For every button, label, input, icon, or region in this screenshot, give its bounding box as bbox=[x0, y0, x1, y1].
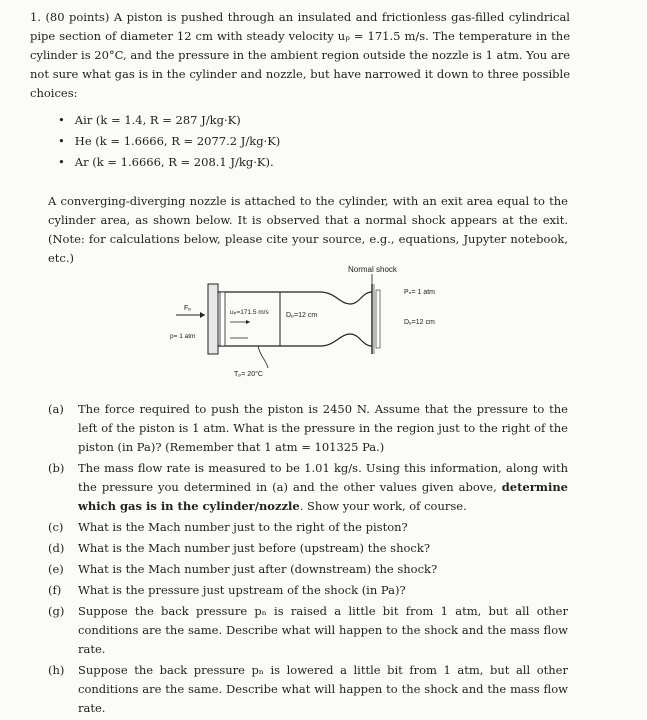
question-f bbox=[48, 581, 568, 600]
back-pressure-label: Pₙ= 1 atm bbox=[404, 289, 435, 296]
question-text: What is the Mach number just after (downstream) the shock? bbox=[78, 562, 438, 576]
piston bbox=[208, 284, 218, 354]
question-e bbox=[48, 560, 568, 579]
question-text: Suppose the back pressure pₙ is raised a little bit from 1 atm, but all other conditions are the same. Describe what will happen to the shock and the mass flow rate. bbox=[78, 604, 568, 656]
question-text: What is the Mach number just to the right of the piston? bbox=[78, 520, 408, 534]
question-label: (b) bbox=[48, 461, 65, 475]
question-text: What is the Mach number just before (upstream) the shock? bbox=[78, 541, 430, 555]
question-label: (f) bbox=[48, 583, 62, 597]
questions-list bbox=[48, 400, 568, 720]
question-text: Suppose the back pressure pₙ is lowered a little bit from 1 atm, but all other conditions are the same. Describe what will happen to the shock and the mass flow rate. bbox=[78, 663, 568, 715]
temperature-label: Tₚ= 20°C bbox=[234, 371, 263, 378]
question-c bbox=[48, 518, 568, 537]
left-pressure-label: p= 1 atm bbox=[170, 333, 196, 340]
question-label: (a) bbox=[48, 402, 64, 416]
question-label: (g) bbox=[48, 604, 65, 618]
question-bold-text: determine which gas is in the cylinder/nozzle bbox=[78, 480, 568, 513]
gas-choices-list bbox=[58, 110, 280, 173]
problem-intro: 1. (80 points) A piston is pushed through an insulated and frictionless gas-filled cylindrical pipe section of diameter 12 cm with steady velocity uₚ = 171.5 m/s. The temperature in the cylinder is 20°C, and the pressure in the ambient region outside the nozzle is 1 atm. You are not sure what gas is in the cylinder and nozzle, but have narrowed it down to three possible choices: bbox=[30, 10, 570, 100]
choice-helium: • He (k = 1.6666, R = 2077.2 J/kg·K) bbox=[58, 131, 280, 152]
question-text: The mass flow rate is measured to be 1.01 kg/s. Using this information, along with the pressure you determined in (a) and the other values given above, determine which gas is in the cylinder/nozzle. Show your work, of course. bbox=[78, 461, 568, 513]
velocity-label: uₚ=171.5 m/s bbox=[230, 309, 269, 316]
exit-diameter-label: Dₑ=12 cm bbox=[404, 319, 435, 326]
normal-shock-label: Normal shock bbox=[348, 265, 397, 274]
force-label: Fₚ bbox=[184, 305, 192, 312]
question-a bbox=[48, 400, 568, 457]
question-text: The force required to push the piston is 2450 N. Assume that the pressure to the left of the piston is 1 atm. What is the pressure in the region just to the right of the piston (in Pa)? (Remember that 1 atm = 101325 Pa.) bbox=[78, 402, 568, 454]
nozzle-paragraph: A converging-diverging nozzle is attached to the cylinder, with an exit area equal to the cylinder area, as shown below. It is observed that a normal shock appears at the exit. (Note: for calculations below, please cite your source, e.g., equations, Jupyter notebook, etc.) bbox=[48, 194, 568, 265]
nozzle-figure bbox=[150, 262, 470, 387]
question-h bbox=[48, 661, 568, 718]
question-text: What is the pressure just upstream of the shock (in Pa)? bbox=[78, 583, 406, 597]
question-label: (h) bbox=[48, 663, 65, 677]
question-d bbox=[48, 539, 568, 558]
cylinder-diameter-label: Dₚ=12 cm bbox=[286, 312, 318, 319]
question-label: (e) bbox=[48, 562, 64, 576]
choice-air: • Air (k = 1.4, R = 287 J/kg·K) bbox=[58, 110, 280, 131]
question-label: (d) bbox=[48, 541, 65, 555]
question-g bbox=[48, 602, 568, 659]
choice-argon: • Ar (k = 1.6666, R = 208.1 J/kg·K). bbox=[58, 152, 280, 173]
question-label: (c) bbox=[48, 520, 64, 534]
question-b bbox=[48, 459, 568, 516]
